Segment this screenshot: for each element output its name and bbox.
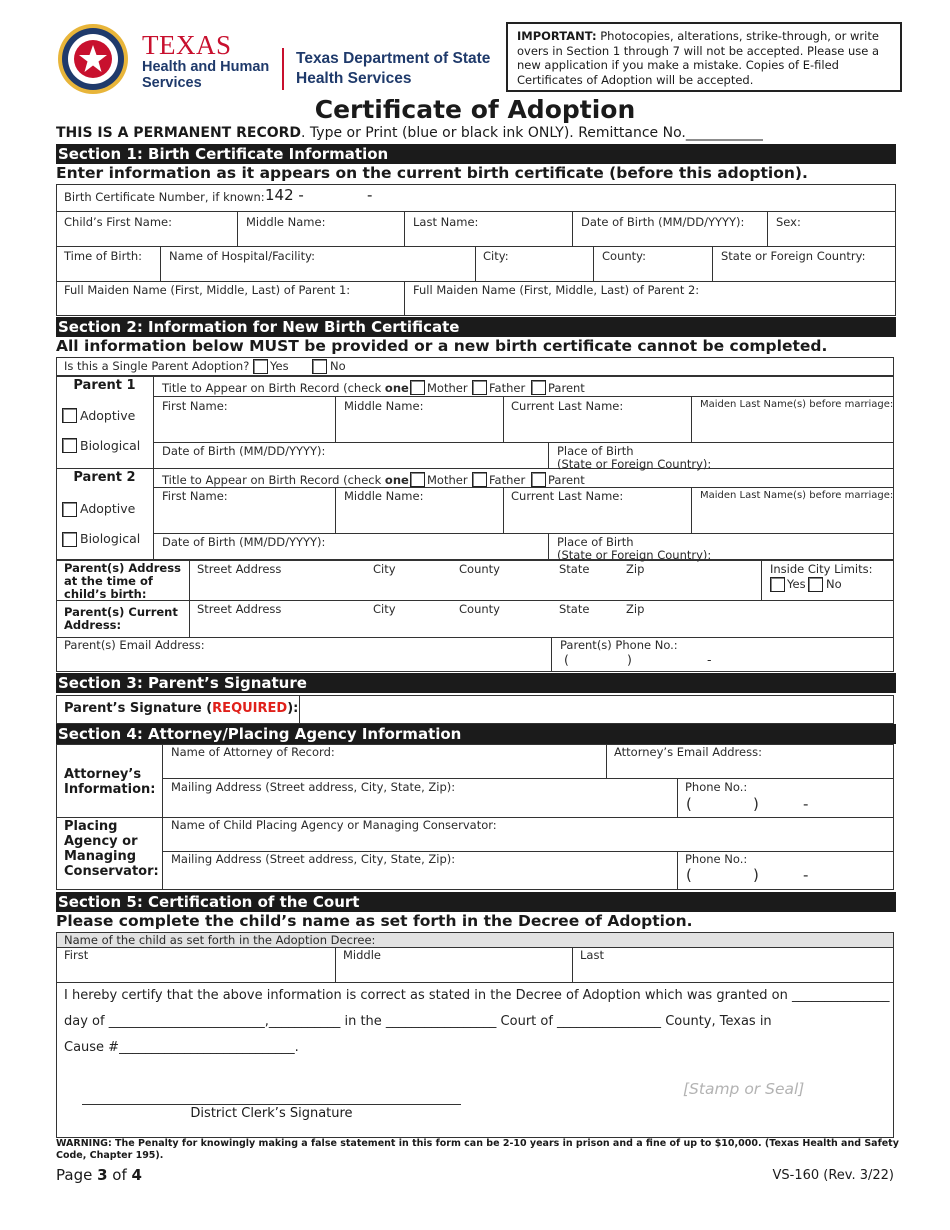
- address-current-field[interactable]: [190, 601, 893, 637]
- address-current-label: Parent(s) Current Address:: [64, 605, 178, 632]
- parent1-heading: Parent 1: [73, 378, 136, 393]
- single-parent-yes-checkbox[interactable]: [253, 359, 268, 374]
- parent1-place-birth-label2: (State or Foreign Country):: [557, 457, 712, 471]
- agency-phone-open: (: [686, 866, 692, 884]
- certify-line-1: I hereby certify that the above information is correct as stated in the Decree of Adoption which was granted on _______________: [64, 988, 890, 1003]
- decree-middle-label: Middle: [343, 948, 381, 962]
- inside-city-yes-label: Yes: [787, 577, 806, 591]
- parent2-title-label: Title to Appear on Birth Record (check one: [162, 473, 409, 487]
- agency-phone-close: ): [753, 866, 759, 884]
- parent-phone-open: (: [564, 652, 569, 667]
- parent2-first-name-label: First Name:: [162, 489, 228, 503]
- section3-header: Section 3: Parent’s Signature: [56, 673, 896, 693]
- cause-number-field[interactable]: [118, 1038, 323, 1058]
- attorney-phone-dash: -: [803, 795, 809, 813]
- logo-texas-text: TEXAS: [142, 30, 232, 60]
- important-text: Photocopies, alterations, strike-through, or write overs in Section 1 through 7 will not be accepted. Please use a new application if you make a mistake. Copies of E-filed Certificates of Adoption will be accepted.: [517, 29, 880, 87]
- birth-state-label: State or Foreign Country:: [721, 249, 866, 263]
- address-birth-label: Parent(s) Address at the time of child’s birth:: [64, 561, 181, 601]
- hhs-logo: [56, 22, 276, 94]
- parent-email-label: Parent(s) Email Address:: [64, 638, 205, 652]
- parent2-maiden-before-label: Maiden Last Name(s) before marriage:: [700, 490, 894, 501]
- section2-subheader: All information below MUST be provided or a new birth certificate cannot be completed.: [56, 337, 828, 355]
- parent1-biological-label: Biological: [80, 438, 141, 453]
- attorney-phone-label: Phone No.:: [685, 780, 748, 794]
- section5-subheader: Please complete the child’s name as set forth in the Decree of Adoption.: [56, 912, 693, 930]
- child-dob-label: Date of Birth (MM/DD/YYYY):: [581, 215, 745, 229]
- parent1-adoptive-checkbox[interactable]: [62, 408, 77, 423]
- logo-hhs-line2: Services: [142, 75, 202, 91]
- parent2-mother-label: Mother: [427, 473, 468, 487]
- inside-city-no-checkbox[interactable]: [808, 577, 823, 592]
- address-birth-city: City: [373, 562, 396, 576]
- parent2-parent-label: Parent: [548, 473, 585, 487]
- section1-subheader: Enter information as it appears on the current birth certificate (before this adoption).: [56, 164, 808, 182]
- parent2-heading: Parent 2: [73, 470, 136, 485]
- parent1-parent-label: Parent: [548, 381, 585, 395]
- attorney-email-label: Attorney’s Email Address:: [614, 745, 762, 759]
- parent2-last-name-label: Current Last Name:: [511, 489, 624, 503]
- address-birth-street: Street Address: [197, 562, 282, 576]
- parent1-last-name-label: Current Last Name:: [511, 399, 624, 413]
- attorney-mailing-label: Mailing Address (Street address, City, State, Zip):: [171, 780, 456, 794]
- bc-number-dash: -: [367, 186, 373, 204]
- address-current-zip: Zip: [626, 602, 645, 616]
- page-number: Page 3 of 4: [56, 1166, 142, 1184]
- decree-first-field[interactable]: [57, 948, 335, 982]
- parent2-adoptive-label: Adoptive: [80, 501, 136, 516]
- section4-header: Section 4: Attorney/Placing Agency Information: [56, 724, 896, 744]
- parent1-mother-checkbox[interactable]: [410, 380, 425, 395]
- parent-phone-dash: -: [707, 652, 712, 667]
- address-current-county: County: [459, 602, 500, 616]
- parent2-middle-name-label: Middle Name:: [344, 489, 424, 503]
- clerk-signature-label: District Clerk’s Signature: [190, 1106, 353, 1121]
- penalty-warning: WARNING: The Penalty for knowingly making a false statement in this form can be 2-10 years in prison and a fine of up to $10,000. (Texas Health and Safety Code, Chapter 195).: [56, 1138, 899, 1161]
- permanent-record-text: . Type or Print (blue or black ink ONLY). Remittance No.___________: [301, 125, 763, 141]
- parent1-title-label: Title to Appear on Birth Record (check one: [162, 381, 409, 395]
- parent2-father-label: Father: [489, 473, 526, 487]
- address-birth-zip: Zip: [626, 562, 645, 576]
- attorney-phone-close: ): [753, 795, 759, 813]
- clerk-signature-field[interactable]: [82, 1080, 461, 1104]
- certify-line-3: Cause #___________________________.: [64, 1040, 299, 1055]
- dshs-name-line1: Texas Department of State: [296, 50, 491, 67]
- parent2-place-birth-label2: (State or Foreign Country):: [557, 548, 712, 562]
- address-current-state: State: [559, 602, 590, 616]
- parent1-adoptive-label: Adoptive: [80, 408, 136, 423]
- attorney-info-label: Attorney’s Information:: [64, 767, 156, 797]
- decree-last-field[interactable]: [573, 948, 893, 982]
- parent-phone-label: Parent(s) Phone No.:: [560, 638, 678, 652]
- agency-phone-dash: -: [803, 866, 809, 884]
- parent2-dob-label: Date of Birth (MM/DD/YYYY):: [162, 535, 326, 549]
- inside-city-no-label: No: [826, 577, 842, 591]
- child-sex-label: Sex:: [776, 215, 801, 229]
- parent-signature-field[interactable]: [300, 696, 893, 723]
- parent2-maiden-label: Full Maiden Name (First, Middle, Last) of Parent 2:: [413, 283, 700, 297]
- single-parent-no-checkbox[interactable]: [312, 359, 327, 374]
- inside-city-limits-label: Inside City Limits:: [770, 562, 873, 576]
- section5-header: Section 5: Certification of the Court: [56, 892, 896, 912]
- decree-date-field[interactable]: [763, 986, 885, 1006]
- section1-header: Section 1: Birth Certificate Information: [56, 144, 896, 164]
- logo-divider: [282, 48, 284, 90]
- parent-signature-label: Parent’s Signature (REQUIRED):: [64, 701, 299, 716]
- permanent-record-line: [56, 125, 763, 141]
- single-parent-question: Is this a Single Parent Adoption?: [64, 359, 250, 373]
- parent2-adoptive-checkbox[interactable]: [62, 502, 77, 517]
- parent1-mother-label: Mother: [427, 381, 468, 395]
- certify-line-2: day of ________________________,___________ in the _________________ Court of ________________ County, Texas in: [64, 1014, 772, 1029]
- agency-phone-label: Phone No.:: [685, 852, 748, 866]
- logo-hhs-line1: Health and Human: [142, 59, 270, 75]
- inside-city-yes-checkbox[interactable]: [770, 577, 785, 592]
- parent1-biological-checkbox[interactable]: [62, 438, 77, 453]
- parent2-biological-checkbox[interactable]: [62, 532, 77, 547]
- single-parent-no-label: No: [330, 359, 346, 373]
- parent1-maiden-label: Full Maiden Name (First, Middle, Last) of Parent 1:: [64, 283, 351, 297]
- texas-seal-icon: [56, 22, 130, 96]
- attorney-name-label: Name of Attorney of Record:: [171, 745, 335, 759]
- parent1-place-birth-label1: Place of Birth: [557, 444, 634, 458]
- address-birth-state: State: [559, 562, 590, 576]
- parent1-maiden-before-label: Maiden Last Name(s) before marriage:: [700, 399, 894, 410]
- parent2-father-checkbox[interactable]: [472, 472, 487, 487]
- address-current-city: City: [373, 602, 396, 616]
- placing-agency-label: Placing Agency or Managing Conservator:: [64, 819, 159, 879]
- permanent-record-bold: THIS IS A PERMANENT RECORD: [56, 125, 302, 141]
- child-first-name-label: Child’s First Name:: [64, 215, 172, 229]
- decree-name-label: Name of the child as set forth in the Adoption Decree:: [64, 933, 376, 947]
- parent2-mother-checkbox[interactable]: [410, 472, 425, 487]
- agency-mailing-label: Mailing Address (Street address, City, State, Zip):: [171, 852, 456, 866]
- parent-phone-close: ): [627, 652, 632, 667]
- stamp-seal-placeholder: [Stamp or Seal]: [683, 1080, 805, 1098]
- parent1-parent-checkbox[interactable]: [531, 380, 546, 395]
- birth-city-label: City:: [483, 249, 509, 263]
- bc-number-prefix: 142 -: [265, 186, 304, 204]
- important-label: IMPORTANT:: [517, 29, 597, 43]
- hospital-label: Name of Hospital/Facility:: [169, 249, 315, 263]
- form-title: Certificate of Adoption: [314, 95, 636, 124]
- section2-header: Section 2: Information for New Birth Certificate: [56, 317, 896, 337]
- parent2-parent-checkbox[interactable]: [531, 472, 546, 487]
- parent2-biological-label: Biological: [80, 531, 141, 546]
- single-parent-yes-label: Yes: [270, 359, 289, 373]
- address-birth-county: County: [459, 562, 500, 576]
- attorney-phone-open: (: [686, 795, 692, 813]
- parent1-father-label: Father: [489, 381, 526, 395]
- dshs-name-line2: Health Services: [296, 70, 412, 87]
- bc-number-label: Birth Certificate Number, if known:: [64, 190, 265, 204]
- address-current-street: Street Address: [197, 602, 282, 616]
- parent2-place-birth-label1: Place of Birth: [557, 535, 634, 549]
- form-id: VS-160 (Rev. 3/22): [772, 1168, 894, 1183]
- parent1-first-name-label: First Name:: [162, 399, 228, 413]
- decree-first-label: First: [64, 948, 89, 962]
- agency-name-label: Name of Child Placing Agency or Managing Conservator:: [171, 818, 497, 832]
- parent1-dob-label: Date of Birth (MM/DD/YYYY):: [162, 444, 326, 458]
- child-last-name-label: Last Name:: [413, 215, 479, 229]
- time-of-birth-label: Time of Birth:: [64, 249, 143, 263]
- parent1-father-checkbox[interactable]: [472, 380, 487, 395]
- parent1-middle-name-label: Middle Name:: [344, 399, 424, 413]
- birth-county-label: County:: [602, 249, 646, 263]
- decree-last-label: Last: [580, 948, 604, 962]
- child-middle-name-label: Middle Name:: [246, 215, 326, 229]
- important-notice: [506, 22, 902, 92]
